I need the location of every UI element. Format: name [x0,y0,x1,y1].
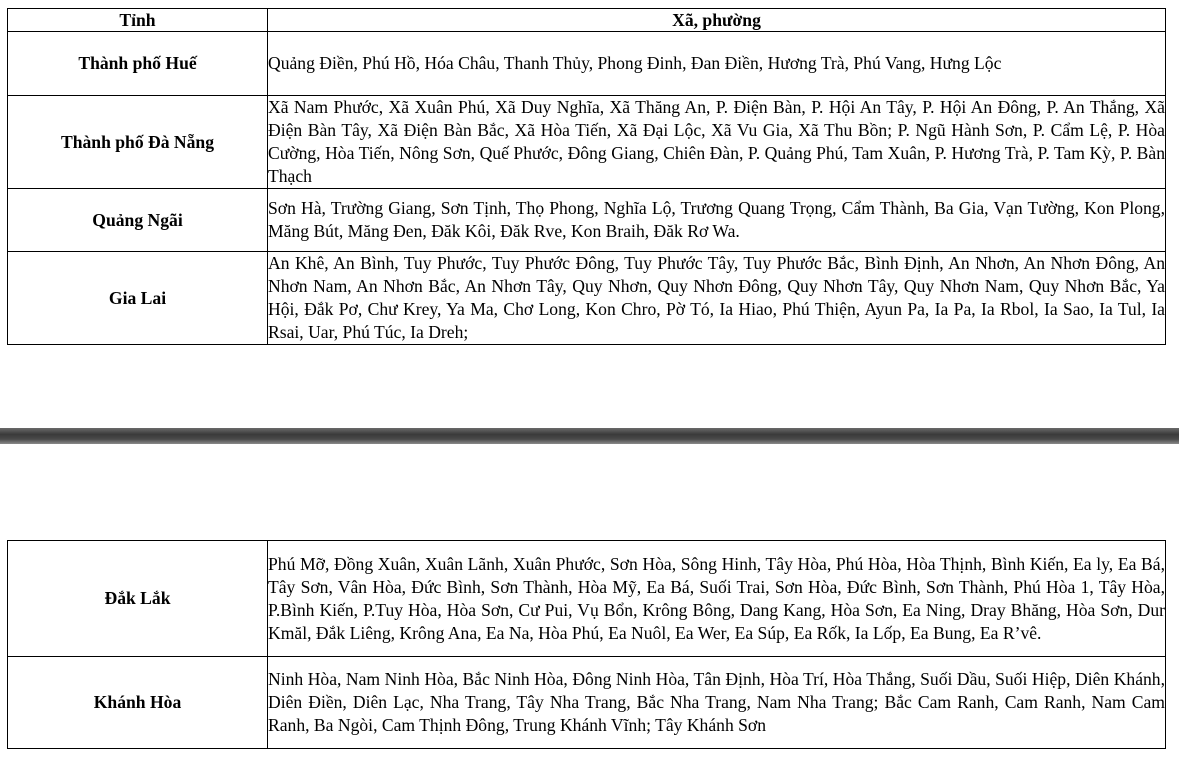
province-ward-table-bottom [7,540,1166,749]
table-row [8,252,1166,345]
table-row [8,96,1166,189]
province-name: Đắk Lắk [8,541,268,657]
province-name: Quảng Ngãi [8,189,268,252]
ward-list: Ninh Hòa, Nam Ninh Hòa, Bắc Ninh Hòa, Đông Ninh Hòa, Tân Định, Hòa Trí, Hòa Thắng, Suối Dầu, Suối Hiệp, Diên Khánh, Diên Điền, Diên Lạc, Nha Trang, Tây Nha Trang, Bắc Nha Trang, Nam Nha Trang; Bắc Cam Ranh, Cam Ranh, Nam Cam Ranh, Ba Ngòi, Cam Thịnh Đông, Trung Khánh Vĩnh; Tây Khánh Sơn [268,657,1166,749]
province-name: Thành phố Đà Nẵng [8,96,268,189]
table-header-row [8,9,1166,32]
page-separator-bar [0,428,1179,444]
table-row [8,541,1166,657]
table-row [8,657,1166,749]
table-row [8,32,1166,96]
province-name: Gia Lai [8,252,268,345]
table-row [8,189,1166,252]
ward-list: Xã Nam Phước, Xã Xuân Phú, Xã Duy Nghĩa, Xã Thăng An, P. Điện Bàn, P. Hội An Tây, P. Hội An Đông, P. An Thắng, Xã Điện Bàn Tây, Xã Điện Bàn Bắc, Xã Hòa Tiến, Xã Đại Lộc, Xã Vu Gia, Xã Thu Bồn; P. Ngũ Hành Sơn, P. Cẩm Lệ, P. Hòa Cường, Hòa Tiến, Nông Sơn, Quế Phước, Đông Giang, Chiên Đàn, P. Quảng Phú, Tam Xuân, P. Hương Trà, P. Tam Kỳ, P. Bàn Thạch [268,96,1166,189]
ward-list: Sơn Hà, Trường Giang, Sơn Tịnh, Thọ Phong, Nghĩa Lộ, Trương Quang Trọng, Cẩm Thành, Ba Gia, Vạn Tường, Kon Plong, Măng Bút, Măng Đen, Đăk Kôi, Đăk Rve, Kon Braih, Đăk Rơ Wa. [268,189,1166,252]
province-ward-table-top [7,8,1166,345]
header-province: Tỉnh [8,9,268,32]
ward-list: Phú Mỡ, Đồng Xuân, Xuân Lãnh, Xuân Phước, Sơn Hòa, Sông Hinh, Tây Hòa, Phú Hòa, Hòa Thịnh, Bình Kiến, Ea ly, Ea Bá, Tây Sơn, Vân Hòa, Đức Bình, Sơn Thành, Hòa Mỹ, Ea Bá, Suối Trai, Sơn Hòa, Đức Bình, Sơn Thành, Phú Hòa 1, Tây Hòa, P.Bình Kiến, P.Tuy Hòa, Hòa Sơn, Cư Pui, Vụ Bổn, Krông Bông, Dang Kang, Hòa Sơn, Ea Ning, Dray Bhăng, Hòa Sơn, Dur Kmăl, Đắk Liêng, Krông Ana, Ea Na, Hòa Phú, Ea Nuôl, Ea Wer, Ea Súp, Ea Rốk, Ia Lốp, Ea Bung, Ea R’vê. [268,541,1166,657]
ward-list: An Khê, An Bình, Tuy Phước, Tuy Phước Đông, Tuy Phước Tây, Tuy Phước Bắc, Bình Định, An Nhơn, An Nhơn Đông, An Nhơn Nam, An Nhơn Bắc, An Nhơn Tây, Quy Nhơn, Quy Nhơn Đông, Quy Nhơn Tây, Quy Nhơn Nam, Quy Nhơn Bắc, Ya Hội, Đắk Pơ, Chư Krey, Ya Ma, Chơ Long, Kon Chro, Pờ Tó, Ia Hiao, Phú Thiện, Ayun Pa, Ia Pa, Ia Rbol, Ia Sao, Ia Tul, Ia Rsai, Uar, Phú Túc, Ia Dreh; [268,252,1166,345]
ward-list: Quảng Điền, Phú Hồ, Hóa Châu, Thanh Thủy, Phong Đinh, Đan Điền, Hương Trà, Phú Vang, Hưng Lộc [268,32,1166,96]
header-wards: Xã, phường [268,9,1166,32]
province-name: Thành phố Huế [8,32,268,96]
province-name: Khánh Hòa [8,657,268,749]
